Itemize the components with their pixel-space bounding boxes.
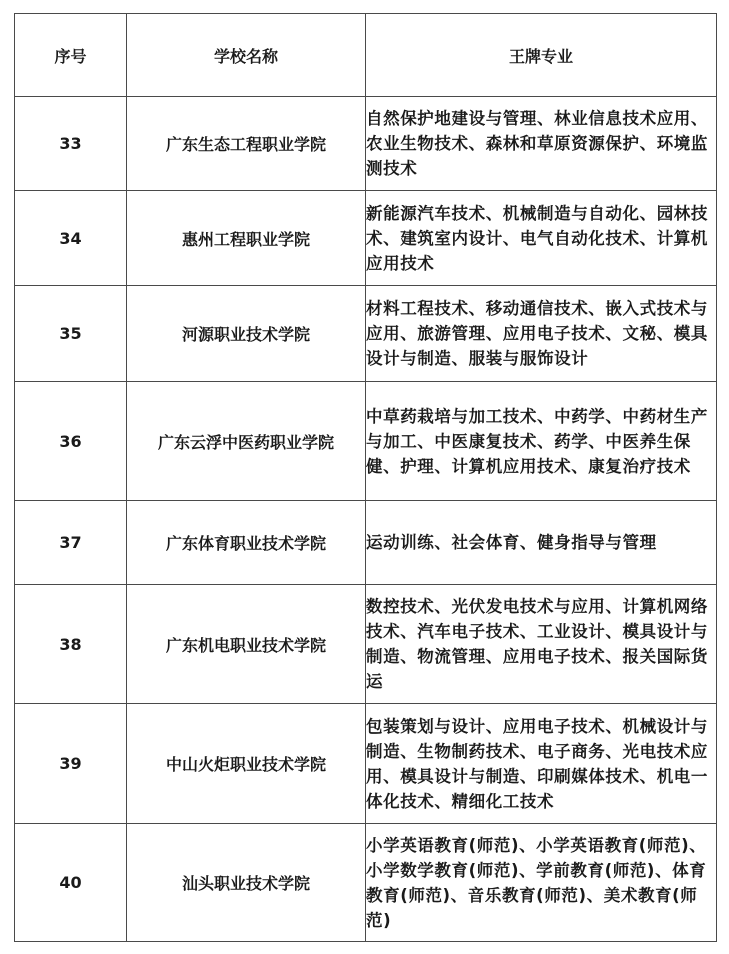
table-row [15, 704, 717, 824]
row-number: 35 [15, 286, 127, 382]
table-row [15, 191, 717, 286]
school-name: 汕头职业技术学院 [127, 824, 366, 942]
header-majors: 王牌专业 [366, 14, 717, 97]
school-name: 广东体育职业技术学院 [127, 501, 366, 585]
table-row [15, 824, 717, 942]
row-number: 33 [15, 97, 127, 191]
table-row [15, 97, 717, 191]
school-name: 广东生态工程职业学院 [127, 97, 366, 191]
row-number: 40 [15, 824, 127, 942]
table-row [15, 286, 717, 382]
majors-list: 数控技术、光伏发电技术与应用、计算机网络技术、汽车电子技术、工业设计、模具设计与制造、物流管理、应用电子技术、报关国际货运 [366, 585, 717, 704]
row-number: 34 [15, 191, 127, 286]
table-row [15, 382, 717, 501]
table-row [15, 501, 717, 585]
header-row [15, 14, 717, 97]
school-name: 惠州工程职业学院 [127, 191, 366, 286]
majors-list: 材料工程技术、移动通信技术、嵌入式技术与应用、旅游管理、应用电子技术、文秘、模具设计与制造、服装与服饰设计 [366, 286, 717, 382]
row-number: 37 [15, 501, 127, 585]
header-no: 序号 [15, 14, 127, 97]
header-school: 学校名称 [127, 14, 366, 97]
school-name: 中山火炬职业技术学院 [127, 704, 366, 824]
school-name: 广东云浮中医药职业学院 [127, 382, 366, 501]
majors-list: 新能源汽车技术、机械制造与自动化、园林技术、建筑室内设计、电气自动化技术、计算机应用技术 [366, 191, 717, 286]
majors-list: 自然保护地建设与管理、林业信息技术应用、农业生物技术、森林和草原资源保护、环境监测技术 [366, 97, 717, 191]
majors-list: 小学英语教育(师范)、小学英语教育(师范)、小学数学教育(师范)、学前教育(师范)、体育教育(师范)、音乐教育(师范)、美术教育(师范) [366, 824, 717, 942]
row-number: 39 [15, 704, 127, 824]
school-name: 河源职业技术学院 [127, 286, 366, 382]
schools-table [14, 13, 717, 942]
table-row [15, 585, 717, 704]
row-number: 38 [15, 585, 127, 704]
majors-list: 运动训练、社会体育、健身指导与管理 [366, 501, 717, 585]
row-number: 36 [15, 382, 127, 501]
majors-list: 包装策划与设计、应用电子技术、机械设计与制造、生物制药技术、电子商务、光电技术应用、模具设计与制造、印刷媒体技术、机电一体化技术、精细化工技术 [366, 704, 717, 824]
majors-list: 中草药栽培与加工技术、中药学、中药材生产与加工、中医康复技术、药学、中医养生保健、护理、计算机应用技术、康复治疗技术 [366, 382, 717, 501]
school-name: 广东机电职业技术学院 [127, 585, 366, 704]
